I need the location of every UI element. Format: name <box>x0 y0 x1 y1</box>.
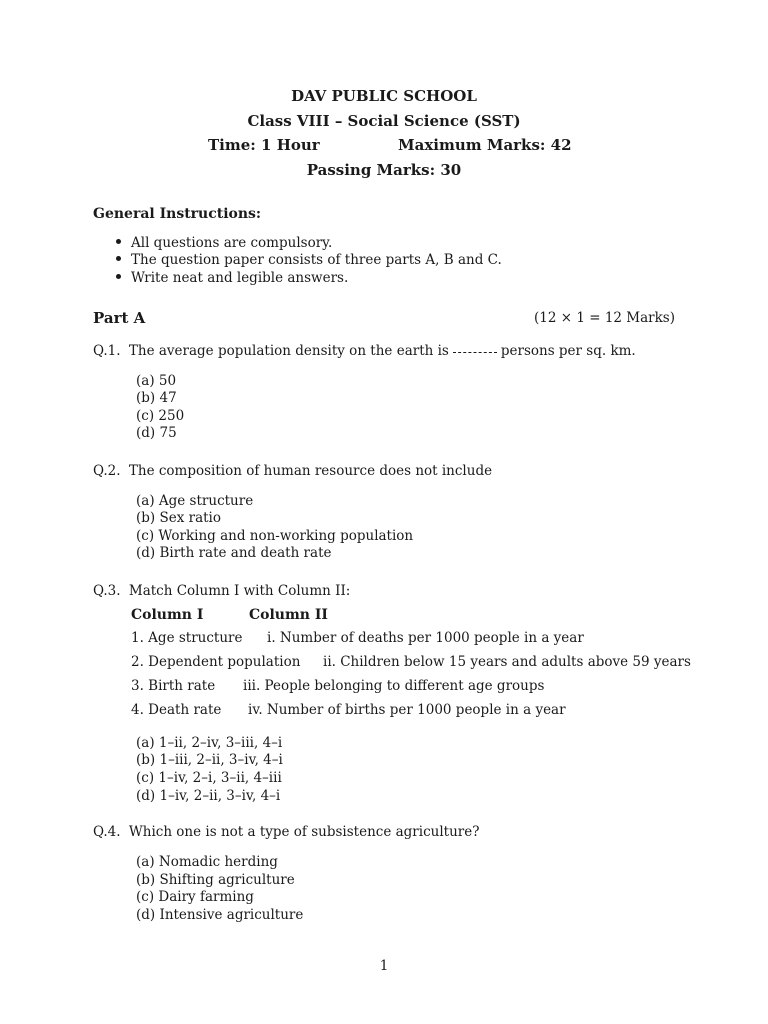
time-label: Time: 1 Hour <box>208 136 320 154</box>
page-number: 1 <box>379 958 389 974</box>
instruction-item: Write neat and legible answers. <box>116 272 121 286</box>
bullet-icon <box>116 239 121 244</box>
question-number: Q.3. <box>93 583 121 599</box>
option: (b) Shifting agriculture <box>136 872 295 888</box>
option: (c) 250 <box>136 408 185 424</box>
question-number: Q.1. <box>93 343 121 359</box>
question-1 <box>93 345 636 359</box>
part-a-title: Part A <box>93 309 146 327</box>
option: (b) Sex ratio <box>136 510 221 526</box>
option: (a) Nomadic herding <box>136 854 278 870</box>
column-2-header: Column II <box>249 607 328 623</box>
school-name: DAV PUBLIC SCHOOL <box>291 87 477 105</box>
passing-marks-label: Passing Marks: 30 <box>306 161 462 179</box>
match-left-item: 4. Death rate <box>131 702 222 718</box>
option: (c) Working and non-working population <box>136 528 414 544</box>
fill-blank <box>453 352 497 353</box>
option: (a) Age structure <box>136 493 254 509</box>
match-right-item: iv. Number of births per 1000 people in a year <box>248 702 566 718</box>
option: (c) Dairy farming <box>136 889 254 905</box>
option: (a) 1–ii, 2–iv, 3–iii, 4–i <box>136 735 283 751</box>
question-number: Q.2. <box>93 463 121 479</box>
question-text: The average population density on the earth is <box>128 343 449 359</box>
max-marks-label: Maximum Marks: 42 <box>398 136 572 154</box>
question-text: The composition of human resource does not include <box>128 463 493 479</box>
instruction-item: All questions are compulsory. <box>116 237 121 251</box>
bullet-icon <box>116 274 121 279</box>
match-right-item: i. Number of deaths per 1000 people in a year <box>267 630 584 646</box>
question-text: Which one is not a type of subsistence agriculture? <box>128 824 480 840</box>
match-left-item: 3. Birth rate <box>131 678 216 694</box>
question-2 <box>93 465 492 479</box>
match-left-item: 1. Age structure <box>131 630 243 646</box>
question-text: Match Column I with Column II: <box>128 583 351 599</box>
option: (b) 47 <box>136 390 177 406</box>
question-4 <box>93 826 479 840</box>
column-1-header: Column I <box>131 607 204 623</box>
question-text-after: persons per sq. km. <box>500 343 636 359</box>
option: (d) 1–iv, 2–ii, 3–iv, 4–i <box>136 788 281 804</box>
option: (a) 50 <box>136 373 177 389</box>
match-right-item: iii. People belonging to different age groups <box>243 678 545 694</box>
question-number: Q.4. <box>93 824 121 840</box>
question-3 <box>93 585 350 599</box>
match-right-item: ii. Children below 15 years and adults above 59 years <box>323 654 691 670</box>
option: (d) Intensive agriculture <box>136 907 304 923</box>
option: (b) 1–iii, 2–ii, 3–iv, 4–i <box>136 752 283 768</box>
class-subject: Class VIII – Social Science (SST) <box>247 112 521 130</box>
option: (c) 1–iv, 2–i, 3–ii, 4–iii <box>136 770 282 786</box>
instruction-item: The question paper consists of three parts A, B and C. <box>116 254 121 268</box>
instructions-heading: General Instructions: <box>93 206 262 222</box>
match-left-item: 2. Dependent population <box>131 654 301 670</box>
option: (d) Birth rate and death rate <box>136 545 332 561</box>
part-a-marks: (12 × 1 = 12 Marks) <box>534 310 675 326</box>
option: (d) 75 <box>136 425 177 441</box>
bullet-icon <box>116 256 121 261</box>
